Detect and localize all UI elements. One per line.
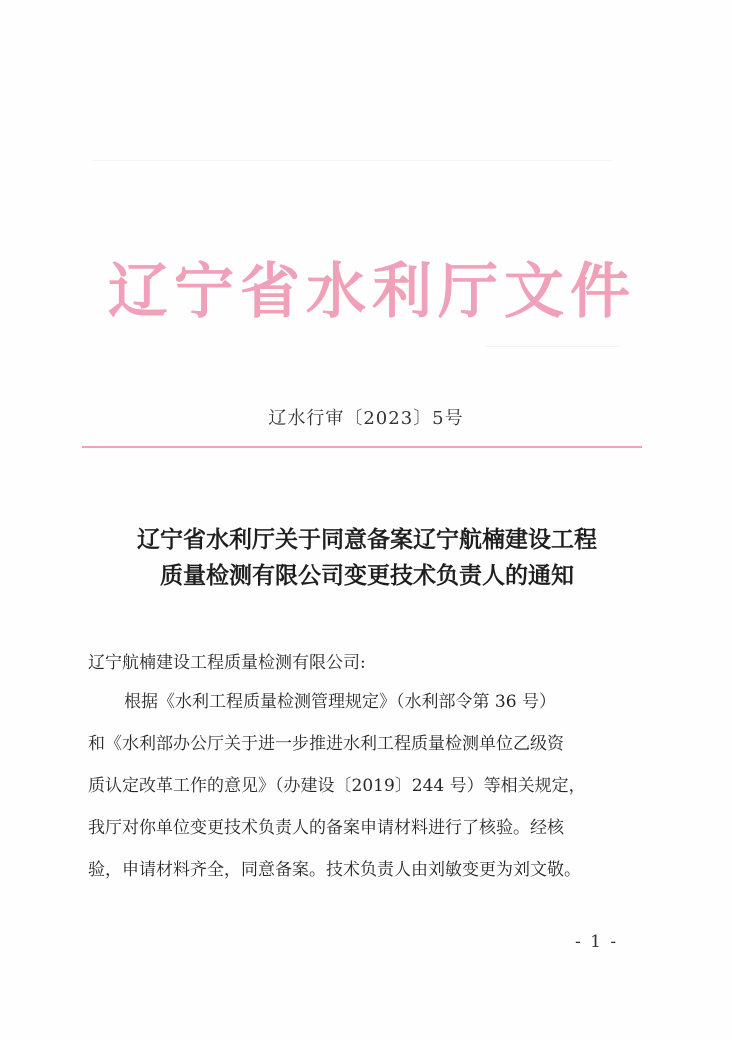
notice-title [82,522,652,594]
masthead-title: 辽宁省水利厅文件 [108,257,636,327]
body-line-2: 和《水利部办公厅关于进一步推进水利工程质量检测单位乙级资 [88,734,564,754]
masthead-divider [82,446,642,448]
document-number: 辽水行审〔2023〕5号 [268,408,464,429]
body-line-5: 验，申请材料齐全，同意备案。技术负责人由刘敏变更为刘文敬。 [88,860,581,880]
body-paragraph [88,690,648,900]
body-line-1: 根据《水利工程质量检测管理规定》（水利部令第 36 号） [124,692,556,712]
body-line-4: 我厅对你单位变更技术负责人的备案申请材料进行了核验。经核 [88,818,564,838]
page-number: - 1 - [575,932,619,952]
recipient-line: 辽宁航楠建设工程质量检测有限公司: [88,653,366,673]
body-line-3: 质认定改革工作的意见》（办建设〔2019〕244 号）等相关规定， [88,776,586,796]
scan-artifact-note [485,346,620,347]
scan-artifact-line [92,160,612,161]
notice-title-line-1: 辽宁省水利厅关于同意备案辽宁航楠建设工程 [137,527,597,553]
notice-title-line-2: 质量检测有限公司变更技术负责人的通知 [160,563,574,589]
